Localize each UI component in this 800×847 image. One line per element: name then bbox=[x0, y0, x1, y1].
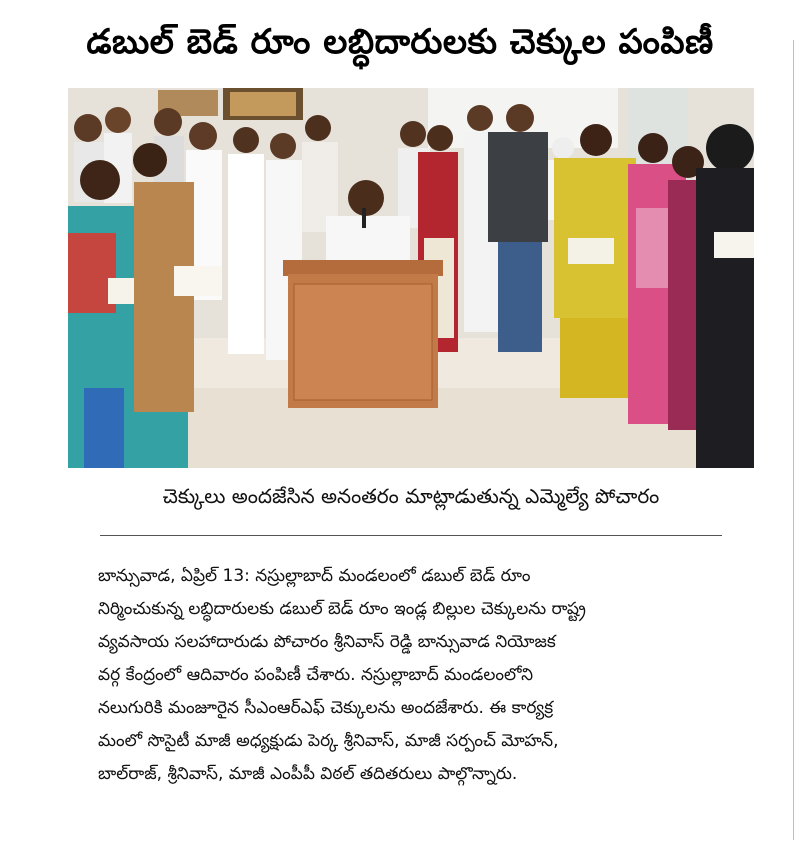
column-divider bbox=[793, 40, 794, 840]
body-line: బాన్సువాడ, ఏప్రిల్ 13: నస్రుల్లాబాద్ మండలంలో డబుల్ బెడ్ రూం bbox=[98, 566, 531, 586]
body-line: బాల్‌రాజ్, శ్రీనివాస్, మాజీ ఎంపీపీ విఠల్ తదితరులు పాల్గొన్నారు. bbox=[98, 764, 518, 784]
news-photo bbox=[68, 88, 754, 468]
body-line: నలుగురికి మంజూరైన సీఎంఆర్ఎఫ్ చెక్కులను అందజేశారు. ఈ కార్యక్ర bbox=[98, 698, 554, 718]
caption-divider bbox=[100, 535, 722, 536]
body-line: వ్యవసాయ సలహాదారుడు పోచారం శ్రీనివాస్ రెడ్డి బాన్సువాడ నియోజక bbox=[98, 632, 556, 652]
body-line: వర్గ కేంద్రంలో ఆదివారం పంపిణీ చేశారు. నస్రుల్లాబాద్ మండలంలోని bbox=[98, 665, 534, 685]
body-line: మంలో సొసైటీ మాజీ అధ్యక్షుడు పెర్క శ్రీనివాస్, మాజీ సర్పంచ్ మోహన్, bbox=[98, 731, 559, 751]
body-line: నిర్మించుకున్న లబ్ధిదారులకు డబుల్ బెడ్ రూం ఇండ్ల బిల్లుల చెక్కులను రాష్ట్ర bbox=[98, 599, 586, 619]
article-headline: డబుల్ బెడ్ రూం లబ్ధిదారులకు చెక్కుల పంపిణీ bbox=[86, 22, 714, 62]
article-body bbox=[98, 560, 758, 791]
photo-caption: చెక్కులు అందజేసిన అనంతరం మాట్లాడుతున్న ఎమ్మెల్యే పోచారం bbox=[162, 484, 660, 508]
